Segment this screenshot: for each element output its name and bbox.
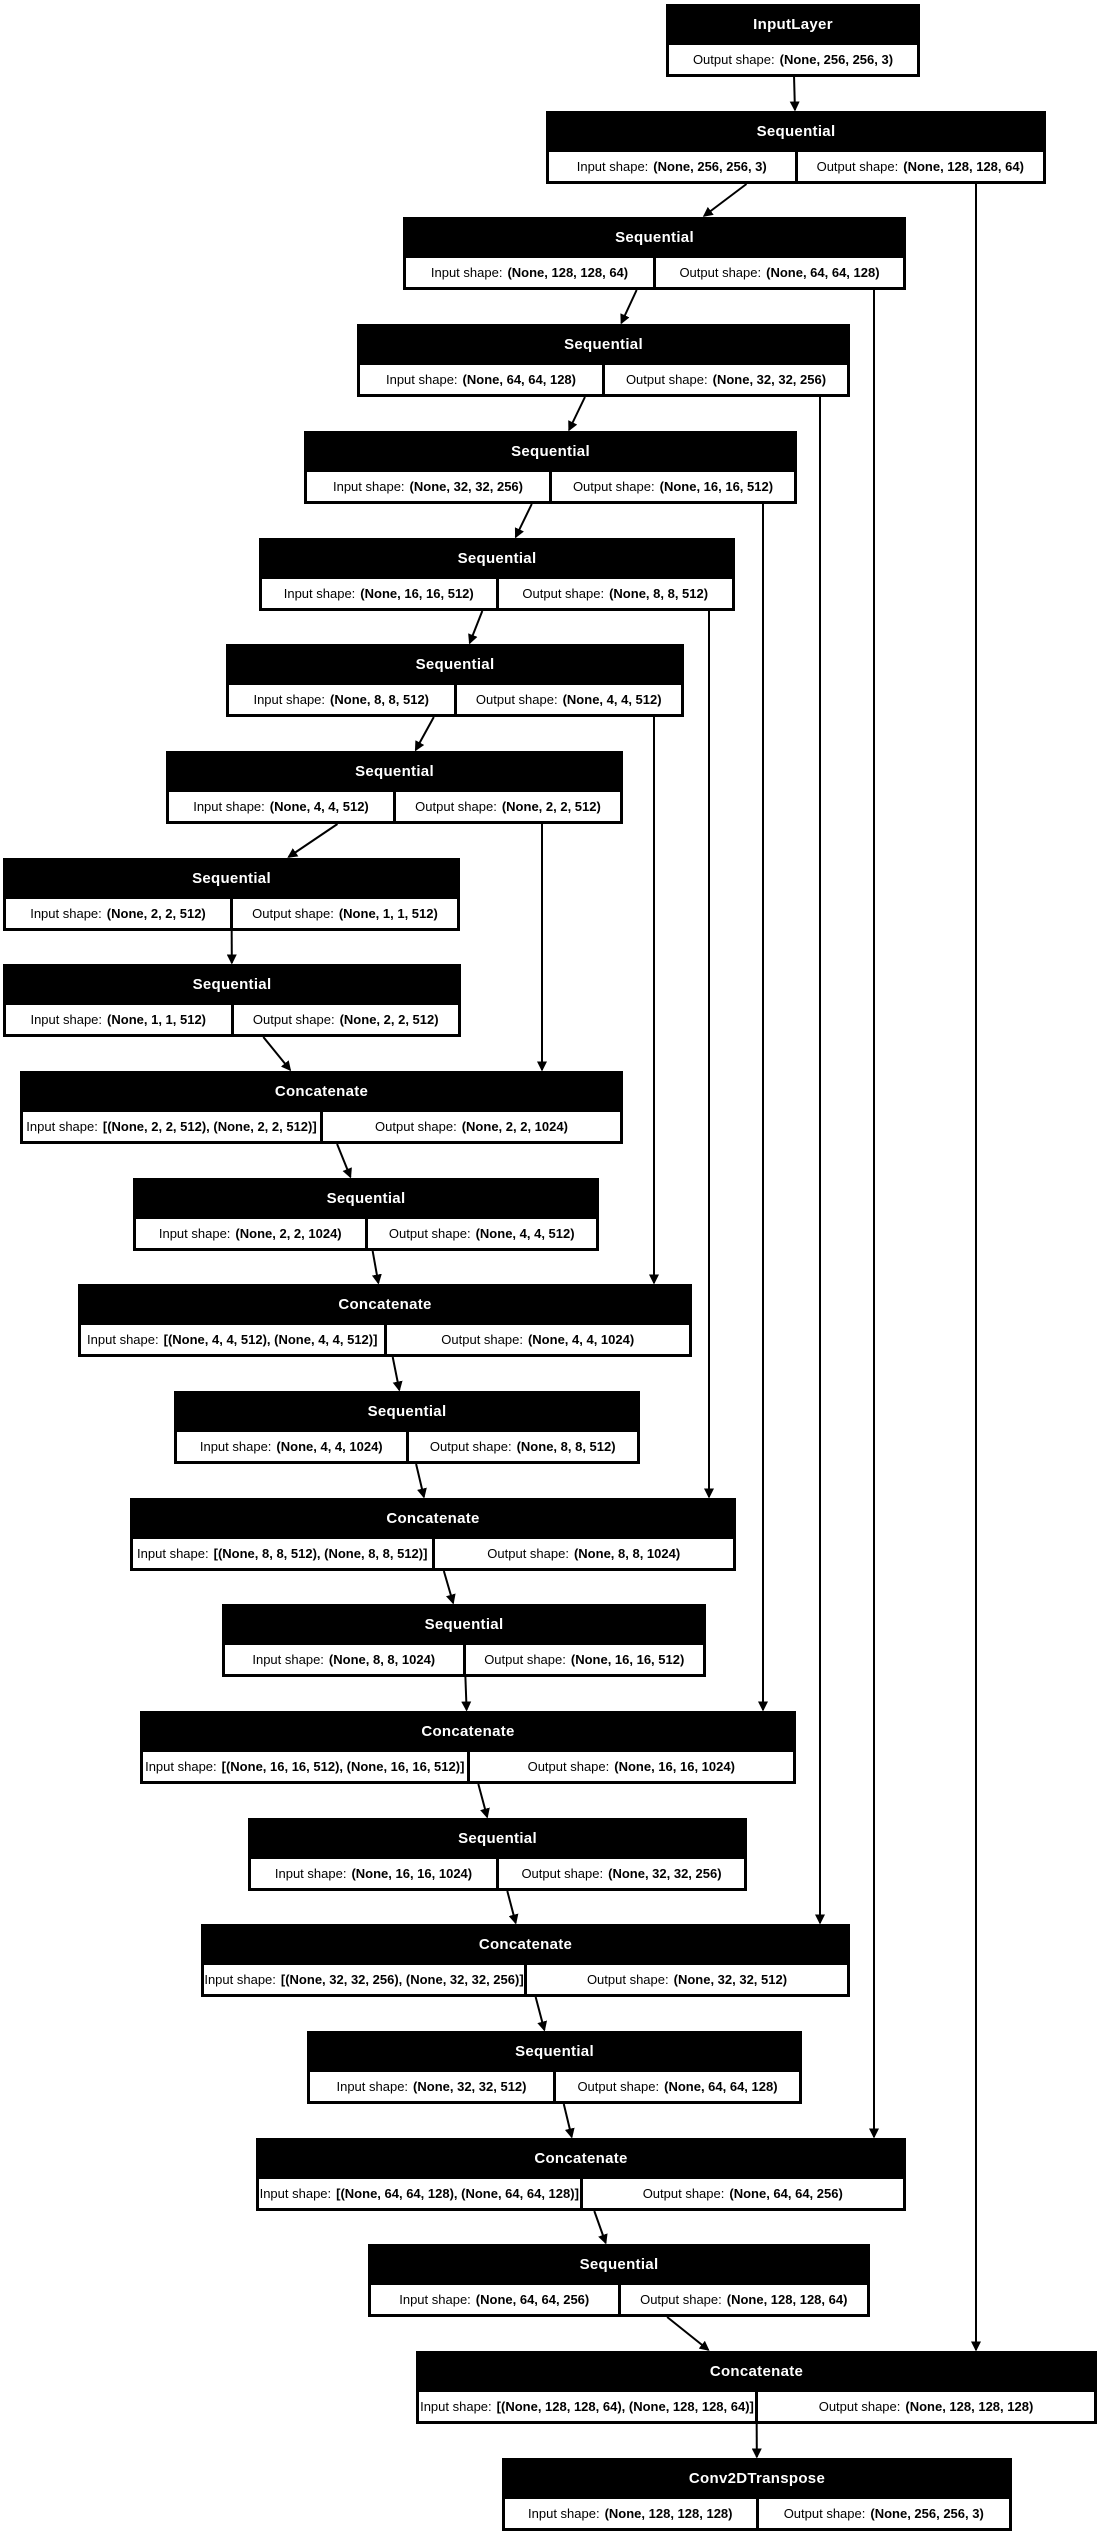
shape-row	[357, 365, 850, 397]
layer-node-8-sequential	[3, 858, 460, 931]
output-shape-cell	[233, 899, 457, 928]
shape-row	[248, 1859, 747, 1891]
shape-row	[140, 1752, 796, 1784]
edge-chain-19-20	[564, 2104, 572, 2137]
input-shape-value: (None, 16, 16, 512)	[360, 586, 474, 601]
output-shape-value: (None, 4, 4, 512)	[562, 692, 662, 707]
output-shape-value: (None, 4, 4, 512)	[475, 1226, 575, 1241]
output-shape-cell	[798, 152, 1044, 181]
output-shape-label: Output shape:	[640, 2292, 722, 2307]
node-title: InputLayer	[753, 16, 833, 33]
input-shape-cell	[371, 2285, 618, 2314]
input-shape-label: Input shape:	[576, 159, 649, 174]
input-shape-cell	[133, 1539, 432, 1568]
node-title: Sequential	[192, 870, 271, 887]
node-title: Concatenate	[386, 1510, 480, 1527]
layer-node-23-conv2dtranspose	[502, 2458, 1012, 2531]
input-shape-cell	[310, 2072, 553, 2101]
input-shape-value: (None, 2, 2, 512)	[106, 906, 206, 921]
input-shape-label: Input shape:	[253, 692, 326, 707]
shape-row	[130, 1539, 736, 1571]
edge-chain-2-3	[621, 290, 636, 323]
output-shape-label: Output shape:	[642, 2186, 725, 2201]
output-shape-value: (None, 32, 32, 256)	[712, 372, 827, 387]
output-shape-label: Output shape:	[388, 1226, 471, 1241]
layer-node-21-sequential	[368, 2244, 870, 2317]
output-shape-value: (None, 32, 32, 512)	[673, 1972, 788, 1987]
layer-node-16-concatenate	[140, 1711, 796, 1784]
input-shape-cell	[262, 579, 496, 608]
output-shape-value: (None, 8, 8, 512)	[609, 586, 709, 601]
edge-chain-10-11	[337, 1144, 350, 1177]
layer-node-9-sequential	[3, 964, 461, 1037]
output-shape-label: Output shape:	[692, 52, 775, 67]
shape-row	[3, 1005, 461, 1037]
output-shape-label: Output shape:	[441, 1332, 523, 1347]
output-shape-cell	[409, 1432, 638, 1461]
node-title: Sequential	[367, 1403, 447, 1420]
output-shape-value: (None, 2, 2, 1024)	[461, 1119, 568, 1134]
shape-row	[201, 1965, 850, 1997]
edge-chain-5-6	[470, 611, 483, 643]
output-shape-label: Output shape:	[522, 586, 605, 601]
output-shape-cell	[556, 2072, 799, 2101]
input-shape-cell	[136, 1219, 365, 1248]
layer-node-1-sequential	[546, 111, 1046, 184]
input-shape-value: [(None, 4, 4, 512), (None, 4, 4, 512)]	[163, 1332, 378, 1347]
input-shape-value: (None, 128, 128, 64)	[507, 265, 629, 280]
shape-row	[304, 472, 797, 504]
edge-chain-13-14	[416, 1464, 424, 1497]
output-shape-value: (None, 256, 256, 3)	[870, 2506, 984, 2521]
layer-node-18-concatenate	[201, 1924, 850, 1997]
output-shape-label: Output shape:	[252, 906, 334, 921]
shape-row	[3, 899, 460, 931]
edge-chain-7-8	[289, 824, 338, 857]
output-shape-label: Output shape:	[572, 479, 655, 494]
shape-row	[166, 792, 623, 824]
layer-node-17-sequential	[248, 1818, 747, 1891]
edge-chain-17-18	[507, 1891, 515, 1923]
layer-node-12-concatenate	[78, 1284, 692, 1357]
node-title: Sequential	[511, 443, 590, 460]
edge-chain-11-12	[373, 1251, 379, 1283]
output-shape-label: Output shape:	[816, 159, 899, 174]
node-title: Sequential	[415, 656, 495, 673]
layer-node-4-sequential	[304, 431, 797, 504]
layer-node-6-sequential	[226, 644, 684, 717]
layer-node-2-sequential	[403, 217, 906, 290]
edge-chain-16-17	[478, 1784, 487, 1817]
edge-chain-1-2	[704, 184, 746, 216]
input-shape-label: Input shape:	[204, 1972, 276, 1987]
layer-node-20-concatenate	[256, 2138, 906, 2211]
input-shape-value: (None, 64, 64, 128)	[462, 372, 576, 387]
output-shape-cell	[656, 258, 903, 287]
shape-row	[666, 45, 920, 77]
output-shape-value: (None, 32, 32, 256)	[608, 1866, 722, 1881]
output-shape-cell	[466, 1645, 704, 1674]
layer-node-3-sequential	[357, 324, 850, 397]
output-shape-cell	[621, 2285, 868, 2314]
input-shape-cell	[225, 1645, 463, 1674]
layer-node-22-concatenate	[416, 2351, 1097, 2424]
output-shape-cell	[457, 685, 682, 714]
edge-chain-6-7	[416, 717, 434, 750]
input-shape-value: (None, 32, 32, 256)	[409, 479, 523, 494]
output-shape-label: Output shape:	[586, 1972, 669, 1987]
layer-node-10-concatenate	[20, 1071, 623, 1144]
output-shape-value: (None, 16, 16, 512)	[659, 479, 774, 494]
input-shape-cell	[177, 1432, 406, 1461]
input-shape-cell	[549, 152, 795, 181]
edge-chain-14-15	[444, 1571, 453, 1603]
output-shape-cell	[669, 45, 917, 74]
output-shape-cell	[583, 2179, 904, 2208]
output-shape-cell	[758, 2392, 1094, 2421]
layer-node-14-concatenate	[130, 1498, 736, 1571]
layer-node-11-sequential	[133, 1178, 599, 1251]
input-shape-cell	[406, 258, 653, 287]
output-shape-label: Output shape:	[375, 1119, 457, 1134]
output-shape-cell	[387, 1325, 690, 1354]
node-title: Sequential	[424, 1616, 504, 1633]
output-shape-cell	[234, 1005, 459, 1034]
input-shape-cell	[81, 1325, 384, 1354]
node-title: Sequential	[756, 123, 836, 140]
input-shape-label: Input shape:	[193, 799, 265, 814]
output-shape-value: (None, 8, 8, 512)	[516, 1439, 616, 1454]
input-shape-value: (None, 128, 128, 128)	[604, 2506, 733, 2521]
shape-row	[226, 685, 684, 717]
output-shape-cell	[605, 365, 847, 394]
input-shape-value: (None, 2, 2, 1024)	[235, 1226, 342, 1241]
input-shape-label: Input shape:	[26, 1119, 98, 1134]
shape-row	[133, 1219, 599, 1251]
output-shape-cell	[759, 2499, 1010, 2528]
node-title: Sequential	[326, 1190, 406, 1207]
edge-chain-15-16	[465, 1677, 466, 1710]
node-title: Concatenate	[534, 2150, 628, 2167]
input-shape-label: Input shape:	[30, 906, 102, 921]
output-shape-label: Output shape:	[484, 1652, 566, 1667]
input-shape-cell	[204, 1965, 524, 1994]
node-title: Concatenate	[478, 1936, 573, 1953]
output-shape-value: (None, 2, 2, 512)	[339, 1012, 439, 1027]
input-shape-cell	[419, 2392, 755, 2421]
node-title: Sequential	[615, 229, 694, 246]
input-shape-cell	[229, 685, 454, 714]
output-shape-cell	[323, 1112, 620, 1141]
edge-chain-3-4	[569, 397, 585, 430]
shape-row	[20, 1112, 623, 1144]
node-title: Sequential	[457, 550, 537, 567]
shape-row	[403, 258, 906, 290]
output-shape-label: Output shape:	[783, 2506, 866, 2521]
input-shape-label: Input shape:	[528, 2506, 600, 2521]
output-shape-label: Output shape:	[577, 2079, 660, 2094]
node-title: Sequential	[458, 1830, 537, 1847]
output-shape-value: (None, 16, 16, 512)	[570, 1652, 685, 1667]
output-shape-value: (None, 8, 8, 1024)	[573, 1546, 681, 1561]
input-shape-value: [(None, 32, 32, 256), (None, 32, 32, 256)]	[280, 1972, 524, 1987]
output-shape-label: Output shape:	[521, 1866, 604, 1881]
output-shape-cell	[368, 1219, 597, 1248]
input-shape-value: (None, 64, 64, 256)	[475, 2292, 590, 2307]
input-shape-value: (None, 16, 16, 1024)	[351, 1866, 473, 1881]
output-shape-cell	[499, 579, 733, 608]
shape-row	[78, 1325, 692, 1357]
input-shape-label: Input shape:	[332, 479, 405, 494]
output-shape-value: (None, 4, 4, 1024)	[527, 1332, 635, 1347]
input-shape-value: (None, 4, 4, 512)	[269, 799, 369, 814]
input-shape-cell	[23, 1112, 320, 1141]
output-shape-cell	[552, 472, 794, 501]
output-shape-value: (None, 1, 1, 512)	[338, 906, 438, 921]
input-shape-label: Input shape:	[399, 2292, 471, 2307]
input-shape-value: (None, 1, 1, 512)	[107, 1012, 207, 1027]
input-shape-cell	[259, 2179, 580, 2208]
input-shape-value: [(None, 16, 16, 512), (None, 16, 16, 512)]	[221, 1759, 465, 1774]
layer-node-5-sequential	[259, 538, 735, 611]
node-title: Sequential	[355, 763, 434, 780]
node-title: Concatenate	[338, 1296, 432, 1313]
edge-chain-0-1	[794, 77, 795, 110]
output-shape-label: Output shape:	[415, 799, 497, 814]
shape-row	[307, 2072, 802, 2104]
input-shape-label: Input shape:	[430, 265, 503, 280]
node-title: Conv2DTranspose	[688, 2470, 826, 2487]
output-shape-value: (None, 64, 64, 256)	[729, 2186, 843, 2201]
output-shape-value: (None, 64, 64, 128)	[664, 2079, 778, 2094]
input-shape-label: Input shape:	[145, 1759, 217, 1774]
output-shape-value: (None, 128, 128, 64)	[726, 2292, 848, 2307]
output-shape-label: Output shape:	[487, 1546, 569, 1561]
input-shape-value: (None, 256, 256, 3)	[653, 159, 767, 174]
output-shape-value: (None, 256, 256, 3)	[779, 52, 894, 67]
input-shape-value: (None, 32, 32, 512)	[413, 2079, 527, 2094]
input-shape-value: (None, 8, 8, 1024)	[328, 1652, 436, 1667]
input-shape-label: Input shape:	[252, 1652, 324, 1667]
input-shape-cell	[307, 472, 549, 501]
node-title: Concatenate	[274, 1083, 369, 1100]
input-shape-value: (None, 8, 8, 512)	[330, 692, 430, 707]
output-shape-value: (None, 2, 2, 512)	[501, 799, 601, 814]
shape-row	[416, 2392, 1097, 2424]
output-shape-label: Output shape:	[679, 265, 762, 280]
output-shape-label: Output shape:	[252, 1012, 335, 1027]
shape-row	[222, 1645, 706, 1677]
node-title: Sequential	[192, 976, 272, 993]
output-shape-label: Output shape:	[429, 1439, 512, 1454]
edge-chain-9-10	[263, 1037, 290, 1070]
input-shape-label: Input shape:	[199, 1439, 272, 1454]
shape-row	[502, 2499, 1012, 2531]
output-shape-label: Output shape:	[527, 1759, 610, 1774]
input-shape-label: Input shape:	[283, 586, 356, 601]
input-shape-cell	[6, 1005, 231, 1034]
input-shape-label: Input shape:	[420, 2399, 492, 2414]
shape-row	[256, 2179, 906, 2211]
layer-node-15-sequential	[222, 1604, 706, 1677]
input-shape-label: Input shape:	[30, 1012, 103, 1027]
input-shape-label: Input shape:	[385, 372, 458, 387]
edge-chain-21-22	[667, 2317, 708, 2350]
output-shape-cell	[470, 1752, 794, 1781]
input-shape-cell	[169, 792, 393, 821]
output-shape-value: (None, 128, 128, 64)	[903, 159, 1024, 174]
output-shape-value: (None, 128, 128, 128)	[905, 2399, 1034, 2414]
input-shape-label: Input shape:	[87, 1332, 159, 1347]
output-shape-label: Output shape:	[625, 372, 708, 387]
node-title: Concatenate	[709, 2363, 804, 2380]
edge-chain-18-19	[536, 1997, 545, 2030]
input-shape-cell	[6, 899, 230, 928]
shape-row	[546, 152, 1046, 184]
output-shape-cell	[435, 1539, 734, 1568]
node-title: Sequential	[564, 336, 643, 353]
layer-node-7-sequential	[166, 751, 623, 824]
shape-row	[174, 1432, 640, 1464]
edge-chain-4-5	[516, 504, 532, 537]
node-title: Sequential	[579, 2256, 659, 2273]
output-shape-value: (None, 16, 16, 1024)	[614, 1759, 735, 1774]
node-title: Concatenate	[421, 1723, 515, 1740]
input-shape-value: (None, 4, 4, 1024)	[276, 1439, 383, 1454]
edge-chain-12-13	[393, 1357, 400, 1390]
output-shape-label: Output shape:	[818, 2399, 901, 2414]
output-shape-label: Output shape:	[475, 692, 558, 707]
shape-row	[368, 2285, 870, 2317]
output-shape-cell	[396, 792, 620, 821]
input-shape-label: Input shape:	[259, 2186, 332, 2201]
input-shape-cell	[143, 1752, 467, 1781]
output-shape-cell	[499, 1859, 744, 1888]
edge-chain-20-21	[594, 2211, 605, 2243]
node-title: Sequential	[515, 2043, 594, 2060]
input-shape-cell	[360, 365, 602, 394]
shape-row	[259, 579, 735, 611]
input-shape-value: [(None, 2, 2, 512), (None, 2, 2, 512)]	[102, 1119, 317, 1134]
output-shape-value: (None, 64, 64, 128)	[766, 265, 880, 280]
input-shape-cell	[251, 1859, 496, 1888]
input-shape-value: [(None, 8, 8, 512), (None, 8, 8, 512)]	[213, 1546, 428, 1561]
input-shape-value: [(None, 64, 64, 128), (None, 64, 64, 128)]	[336, 2186, 579, 2201]
output-shape-cell	[527, 1965, 847, 1994]
input-shape-value: [(None, 128, 128, 64), (None, 128, 128, 64)]	[496, 2399, 754, 2414]
input-shape-cell	[505, 2499, 756, 2528]
input-shape-label: Input shape:	[158, 1226, 231, 1241]
input-shape-label: Input shape:	[137, 1546, 209, 1561]
layer-node-19-sequential	[307, 2031, 802, 2104]
input-shape-label: Input shape:	[336, 2079, 409, 2094]
input-shape-label: Input shape:	[274, 1866, 347, 1881]
layer-node-0-inputlayer	[666, 4, 920, 77]
layer-node-13-sequential	[174, 1391, 640, 1464]
